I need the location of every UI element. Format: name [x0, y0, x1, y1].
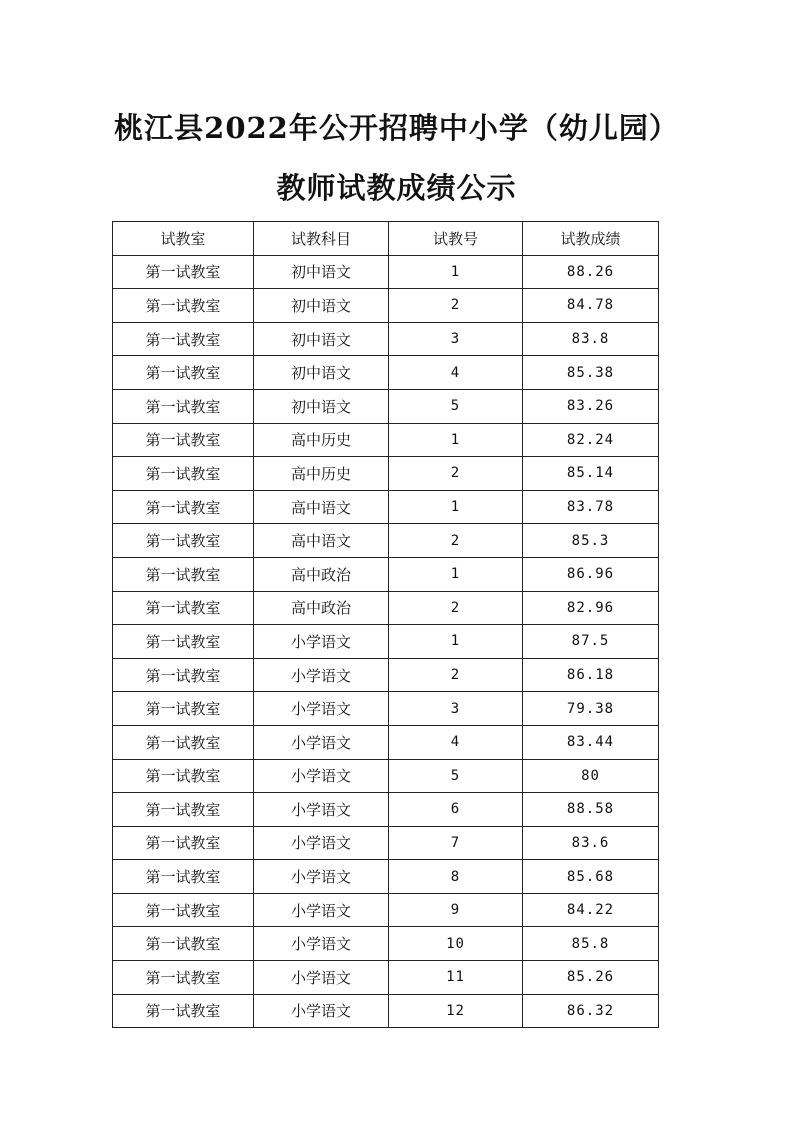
table-row: [113, 725, 659, 759]
cell-trial-number: 1: [389, 557, 523, 591]
table-body: [113, 255, 659, 1028]
cell-subject: 小学语文: [254, 759, 389, 793]
cell-classroom: 第一试教室: [113, 826, 254, 860]
cell-trial-number: 2: [389, 457, 523, 491]
cell-subject: 初中语文: [254, 356, 389, 390]
document-title-line-2: 教师试教成绩公示: [276, 171, 517, 205]
cell-trial-number: 2: [389, 289, 523, 323]
cell-trial-number: 12: [389, 994, 523, 1028]
table-row: [113, 423, 659, 457]
cell-classroom: 第一试教室: [113, 961, 254, 995]
cell-classroom: 第一试教室: [113, 457, 254, 491]
cell-subject: 小学语文: [254, 692, 389, 726]
cell-trial-number: 1: [389, 255, 523, 289]
cell-subject: 初中语文: [254, 322, 389, 356]
table-row: [113, 961, 659, 995]
table-row: [113, 826, 659, 860]
table-row: [113, 860, 659, 894]
cell-classroom: 第一试教室: [113, 893, 254, 927]
cell-trial-number: 2: [389, 591, 523, 625]
scores-table: [112, 221, 659, 1028]
header-subject: 试教科目: [254, 222, 389, 256]
cell-classroom: 第一试教室: [113, 725, 254, 759]
cell-classroom: 第一试教室: [113, 423, 254, 457]
cell-score: 83.78: [523, 490, 659, 524]
cell-score: 83.44: [523, 725, 659, 759]
table-row: [113, 322, 659, 356]
cell-subject: 小学语文: [254, 860, 389, 894]
cell-trial-number: 1: [389, 490, 523, 524]
table-row: [113, 658, 659, 692]
cell-classroom: 第一试教室: [113, 927, 254, 961]
cell-score: 84.22: [523, 893, 659, 927]
cell-trial-number: 3: [389, 322, 523, 356]
cell-trial-number: 9: [389, 893, 523, 927]
table-row: [113, 793, 659, 827]
table-row: [113, 591, 659, 625]
cell-score: 83.8: [523, 322, 659, 356]
cell-subject: 高中语文: [254, 524, 389, 558]
cell-subject: 小学语文: [254, 961, 389, 995]
cell-trial-number: 7: [389, 826, 523, 860]
table-row: [113, 356, 659, 390]
cell-trial-number: 10: [389, 927, 523, 961]
cell-score: 85.68: [523, 860, 659, 894]
table-row: [113, 759, 659, 793]
cell-subject: 小学语文: [254, 725, 389, 759]
cell-classroom: 第一试教室: [113, 994, 254, 1028]
cell-classroom: 第一试教室: [113, 289, 254, 323]
cell-trial-number: 11: [389, 961, 523, 995]
cell-classroom: 第一试教室: [113, 759, 254, 793]
cell-trial-number: 8: [389, 860, 523, 894]
header-classroom: 试教室: [113, 222, 254, 256]
table-row: [113, 490, 659, 524]
cell-subject: 小学语文: [254, 826, 389, 860]
cell-trial-number: 2: [389, 658, 523, 692]
cell-classroom: 第一试教室: [113, 591, 254, 625]
cell-trial-number: 1: [389, 625, 523, 659]
cell-classroom: 第一试教室: [113, 625, 254, 659]
table-row: [113, 389, 659, 423]
cell-subject: 高中语文: [254, 490, 389, 524]
cell-subject: 高中历史: [254, 423, 389, 457]
cell-subject: 初中语文: [254, 389, 389, 423]
table-row: [113, 692, 659, 726]
cell-classroom: 第一试教室: [113, 692, 254, 726]
cell-score: 85.26: [523, 961, 659, 995]
cell-score: 79.38: [523, 692, 659, 726]
cell-subject: 高中历史: [254, 457, 389, 491]
cell-subject: 小学语文: [254, 793, 389, 827]
cell-subject: 初中语文: [254, 289, 389, 323]
cell-classroom: 第一试教室: [113, 860, 254, 894]
document-title-line-1: 桃江县2022年公开招聘中小学（幼儿园）: [114, 111, 679, 145]
header-score: 试教成绩: [523, 222, 659, 256]
cell-subject: 小学语文: [254, 893, 389, 927]
cell-subject: 初中语文: [254, 255, 389, 289]
cell-classroom: 第一试教室: [113, 557, 254, 591]
cell-trial-number: 4: [389, 725, 523, 759]
cell-score: 85.38: [523, 356, 659, 390]
cell-score: 80: [523, 759, 659, 793]
table-row: [113, 457, 659, 491]
table-header-row: [113, 222, 659, 256]
cell-score: 87.5: [523, 625, 659, 659]
cell-trial-number: 2: [389, 524, 523, 558]
cell-classroom: 第一试教室: [113, 389, 254, 423]
table-row: [113, 893, 659, 927]
cell-subject: 小学语文: [254, 658, 389, 692]
table-row: [113, 927, 659, 961]
cell-score: 86.18: [523, 658, 659, 692]
cell-score: 85.14: [523, 457, 659, 491]
table-row: [113, 524, 659, 558]
cell-trial-number: 6: [389, 793, 523, 827]
cell-classroom: 第一试教室: [113, 356, 254, 390]
cell-score: 86.96: [523, 557, 659, 591]
cell-score: 83.26: [523, 389, 659, 423]
cell-score: 82.96: [523, 591, 659, 625]
cell-score: 88.58: [523, 793, 659, 827]
cell-classroom: 第一试教室: [113, 793, 254, 827]
cell-score: 88.26: [523, 255, 659, 289]
cell-subject: 小学语文: [254, 994, 389, 1028]
cell-subject: 小学语文: [254, 927, 389, 961]
cell-score: 82.24: [523, 423, 659, 457]
table-row: [113, 289, 659, 323]
cell-subject: 高中政治: [254, 591, 389, 625]
table-row: [113, 625, 659, 659]
cell-subject: 小学语文: [254, 625, 389, 659]
cell-score: 85.3: [523, 524, 659, 558]
cell-score: 85.8: [523, 927, 659, 961]
cell-classroom: 第一试教室: [113, 658, 254, 692]
cell-trial-number: 1: [389, 423, 523, 457]
cell-subject: 高中政治: [254, 557, 389, 591]
header-trial-number: 试教号: [389, 222, 523, 256]
cell-trial-number: 5: [389, 389, 523, 423]
table-row: [113, 557, 659, 591]
cell-classroom: 第一试教室: [113, 524, 254, 558]
cell-score: 84.78: [523, 289, 659, 323]
cell-classroom: 第一试教室: [113, 255, 254, 289]
cell-classroom: 第一试教室: [113, 322, 254, 356]
cell-score: 83.6: [523, 826, 659, 860]
cell-trial-number: 5: [389, 759, 523, 793]
cell-trial-number: 3: [389, 692, 523, 726]
cell-classroom: 第一试教室: [113, 490, 254, 524]
cell-trial-number: 4: [389, 356, 523, 390]
table-row: [113, 994, 659, 1028]
cell-score: 86.32: [523, 994, 659, 1028]
table-row: [113, 255, 659, 289]
